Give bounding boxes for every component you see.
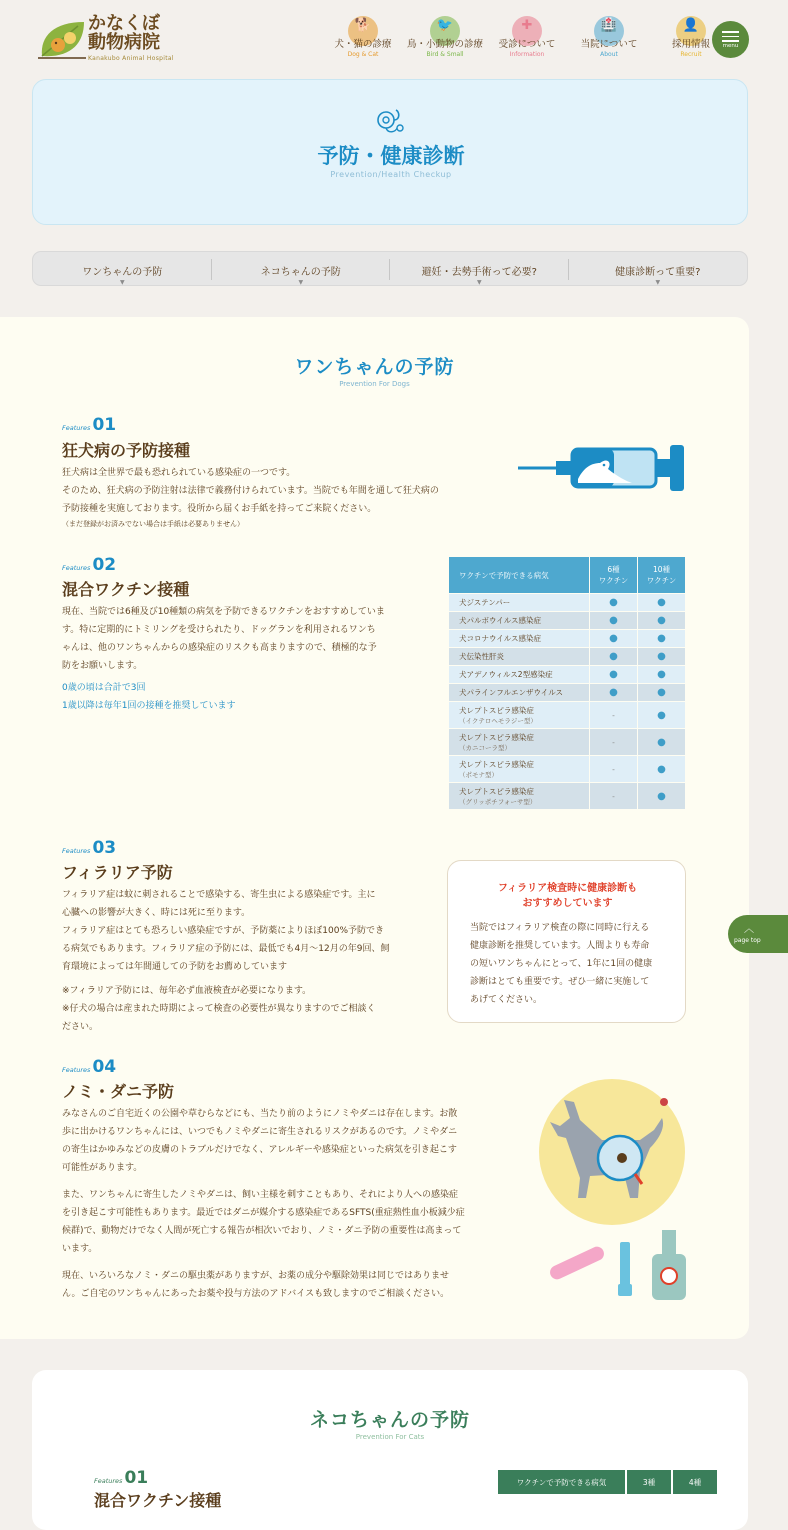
feature-number: Features 02 xyxy=(62,555,117,575)
caret-down-icon: ▼ xyxy=(119,279,125,286)
global-nav xyxy=(322,18,732,62)
six-vaccine-cell: - xyxy=(590,756,637,782)
tab-health-check[interactable]: 健康診断って重要? ▼ xyxy=(569,252,748,285)
feature-body: 現在、当院では6種及び10種類の病気を予防できるワクチンをおすすめしていま す。特に定期的にトミリングを受けられたり、ドッグランを利用されるワンち ゃんは、他のワンちゃんからの感染症のリスクも高まりますので、積極的な予 防をお願いします。 xyxy=(62,607,385,671)
leaf-logo-icon xyxy=(38,18,88,60)
ten-vaccine-cell: ● xyxy=(638,612,685,629)
disease-cell: 犬伝染性肝炎 xyxy=(449,648,589,665)
logo-subtitle: Kanakubo Animal Hospital xyxy=(88,55,174,62)
table-row xyxy=(449,594,685,611)
page-top-button[interactable]: ︿ page top xyxy=(728,915,788,953)
nav-item-about[interactable]: 🏥 当院について About xyxy=(568,18,650,62)
section-subtitle-dog: Prevention For Dogs xyxy=(339,380,410,388)
table-header: ワクチンで予防できる病気 xyxy=(498,1470,625,1494)
ten-vaccine-cell: ● xyxy=(638,729,685,755)
table-header: 3種 xyxy=(627,1470,671,1494)
feature-notes: ※フィラリア予防には、毎年必ず血液検査が必要になります。 ※仔犬の場合は産まれた時期によって検査の必要性が異なりますのでご相談く ださい。 xyxy=(62,986,376,1032)
dog-vaccine-table xyxy=(448,556,686,810)
table-header: 4種 xyxy=(673,1470,717,1494)
tab-dog-prevention[interactable]: ワンちゃんの予防 ▼ xyxy=(33,252,212,285)
six-vaccine-cell: - xyxy=(590,729,637,755)
feature-title: 狂犬病の予防接種 xyxy=(62,441,191,460)
vaccine-schedule-note: 0歳の頃は合計で3回 1歳以降は毎年1回の接種を推奨しています xyxy=(62,683,236,711)
table-row xyxy=(449,648,685,665)
anchor-tabs xyxy=(32,251,748,286)
table-row xyxy=(449,666,685,683)
six-vaccine-cell: ● xyxy=(590,684,637,701)
disease-cell: 犬コロナウイルス感染症 xyxy=(449,630,589,647)
bird-icon: 🐦 xyxy=(436,18,454,33)
ten-vaccine-cell: ● xyxy=(638,783,685,809)
disease-cell: 犬レプトスピラ感染症 （カニコーラ型） xyxy=(449,729,589,755)
nav-item-recruit[interactable]: 👤 採用情報 Recruit xyxy=(650,18,732,62)
table-row xyxy=(449,783,685,809)
nav-item-bird-small[interactable]: 🐦 鳥・小動物の診療 Bird & Small xyxy=(404,18,486,62)
six-vaccine-cell: ● xyxy=(590,594,637,611)
feature-title: ノミ・ダニ予防 xyxy=(62,1082,175,1101)
table-row xyxy=(449,684,685,701)
medical-cross-icon: ✚ xyxy=(521,18,533,33)
syringe-illustration-icon xyxy=(518,441,688,501)
feature-title: 混合ワクチン接種 xyxy=(62,580,190,599)
ten-vaccine-cell: ● xyxy=(638,630,685,647)
table-header: ワクチンで予防できる病気 xyxy=(449,557,589,593)
table-header: 10種 ワクチン xyxy=(638,557,685,593)
filaria-health-check-box xyxy=(447,860,686,1023)
feature-body: みなさんのご自宅近くの公園や草むらなどにも、当たり前のようにノミやダニは存在します。お散 歩に出かけるワンちゃんには、いつでもノミやダニに寄生されるリスクがあるのです。ノミやダニ の寄生はかゆみなどの皮膚のトラブルだけでなく、アレルギーや感染症といった病気を引き起こす 可能性があります。 また、ワンちゃんに寄生したノミやダニは、飼い主様を刺すこともあり、それにより人への感染症 を引き起こす可能性もあります。最近ではダニが媒介する感染症であるSFTS(重症熱性血小板減少症 候群)で、動物だけでなく人間が死亡する報告が相次いでおり、ノミ・ダニ予防の重要性は高まって います。 現在、いろいろなノミ・ダニの駆虫薬がありますが、お薬の成分や駆除効果は同じではありませ ん。ご自宅のワンちゃんにあったお薬や投与方法のアドバイスも致しますのでご相談ください。 xyxy=(62,1109,465,1299)
section-title-dog: ワンちゃんの予防 xyxy=(294,356,455,378)
feature-body: 狂犬病は全世界で最も恐れられている感染症の一つです。 そのため、狂犬病の予防注射は法律で義務付けられています。当院でも年間を通して狂犬病の 予防接種を実施しております。役所から届くお手紙を持ってご来院ください。 （まだ登録がお済みでない場合は手紙は必要ありません） xyxy=(62,468,439,528)
six-vaccine-cell: ● xyxy=(590,666,637,683)
tab-spay-neuter[interactable]: 避妊・去勢手術って必要? ▼ xyxy=(390,252,569,285)
six-vaccine-cell: - xyxy=(590,702,637,728)
stethoscope-icon xyxy=(376,108,406,134)
box-body: 当院ではフィラリア検査の際に同時に行える 健康診断を推奨しています。人間よりも寿命 の短いワンちゃんにとって、1年に1回の健康 診断はとても重要です。ぜひ一緒に実施して あげてください。 xyxy=(470,923,653,1005)
ten-vaccine-cell: ● xyxy=(638,702,685,728)
feature-title: 混合ワクチン接種 xyxy=(94,1491,222,1510)
feature-title: フィラリア予防 xyxy=(62,863,173,882)
table-header: 6種 ワクチン xyxy=(590,557,637,593)
page-title: 予防・健康診断 xyxy=(317,144,465,168)
cat-vaccine-table xyxy=(496,1470,719,1494)
feature-number: Features 01 xyxy=(62,415,117,435)
site-logo[interactable] xyxy=(38,14,178,66)
six-vaccine-cell: ● xyxy=(590,648,637,665)
disease-cell: 犬パラインフルエンザウイルス xyxy=(449,684,589,701)
menu-label: menu xyxy=(722,43,739,49)
disease-cell: 犬レプトスピラ感染症 （ポモナ型） xyxy=(449,756,589,782)
disease-cell: 犬アデノウィルス2型感染症 xyxy=(449,666,589,683)
caret-down-icon: ▼ xyxy=(298,279,304,286)
ten-vaccine-cell: ● xyxy=(638,756,685,782)
feature-body: フィラリア症は蚊に刺されることで感染する、寄生虫による感染症です。主に 心臓への影響が大きく、時には死に至ります。 フィラリア症はとても恐ろしい感染症ですが、予防薬によりほぼ100%予防でき る病気でもあります。フィラリア症の予防には、最低でも4月～12月の年9回、飼 育環境によっては年間通しての予防をお薦めしています xyxy=(62,890,390,972)
ten-vaccine-cell: ● xyxy=(638,594,685,611)
tab-cat-prevention[interactable]: ネコちゃんの予防 ▼ xyxy=(212,252,391,285)
table-row xyxy=(449,729,685,755)
section-subtitle-cat: Prevention For Cats xyxy=(355,1433,425,1441)
table-row xyxy=(449,756,685,782)
caret-down-icon: ▼ xyxy=(476,279,482,286)
dog-icon: 🐕 xyxy=(354,18,372,33)
chevron-up-icon: ︿ xyxy=(744,924,754,935)
dog-flea-tick-illustration-icon xyxy=(530,1078,690,1308)
ten-vaccine-cell: ● xyxy=(638,666,685,683)
six-vaccine-cell: ● xyxy=(590,630,637,647)
logo-name: かなくぼ 動物病院 xyxy=(88,13,160,53)
site-header xyxy=(0,0,780,78)
page-hero xyxy=(32,79,748,225)
nav-item-information[interactable]: ✚ 受診について Information xyxy=(486,18,568,62)
six-vaccine-cell: ● xyxy=(590,612,637,629)
disease-cell: 犬ジステンパー xyxy=(449,594,589,611)
page-subtitle: Prevention/Health Checkup xyxy=(330,170,452,179)
table-row xyxy=(449,612,685,629)
section-title-cat: ネコちゃんの予防 xyxy=(309,1409,470,1431)
feature-number: Features 01 xyxy=(94,1468,149,1488)
person-icon: 👤 xyxy=(682,18,700,33)
feature-number: Features 03 xyxy=(62,838,117,858)
ten-vaccine-cell: ● xyxy=(638,684,685,701)
table-row xyxy=(449,702,685,728)
box-title: フィラリア検査時に健康診断も おすすめしています xyxy=(497,883,638,909)
menu-button[interactable] xyxy=(712,21,749,58)
building-icon: 🏥 xyxy=(600,18,618,33)
disease-cell: 犬レプトスピラ感染症 （イクテロヘモラジー型） xyxy=(449,702,589,728)
ten-vaccine-cell: ● xyxy=(638,648,685,665)
caret-down-icon: ▼ xyxy=(655,279,661,286)
nav-item-dog-cat[interactable]: 🐕 犬・猫の診療 Dog & Cat xyxy=(322,18,404,62)
disease-cell: 犬レプトスピラ感染症 （グリッポチフォーサ型） xyxy=(449,783,589,809)
disease-cell: 犬パルボウイルス感染症 xyxy=(449,612,589,629)
feature-number: Features 04 xyxy=(62,1057,117,1077)
table-row xyxy=(449,630,685,647)
six-vaccine-cell: - xyxy=(590,783,637,809)
